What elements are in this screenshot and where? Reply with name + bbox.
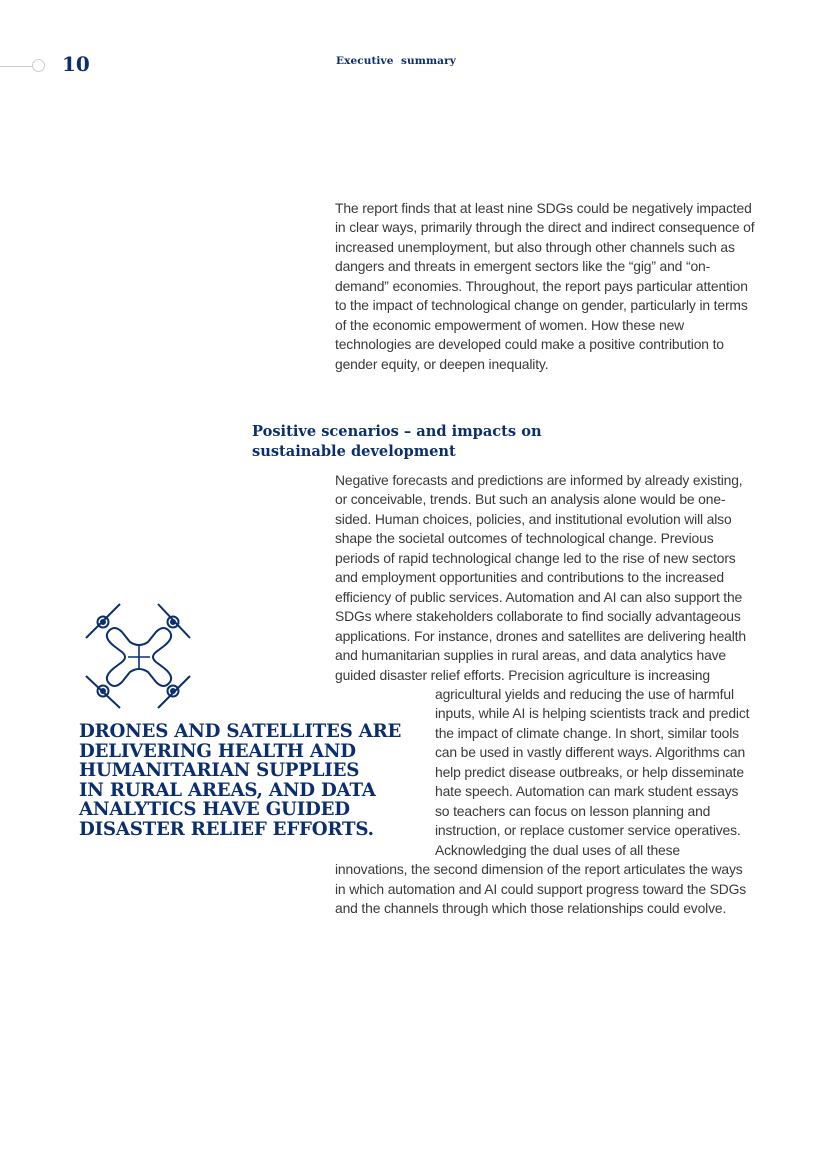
page-number: 10	[62, 52, 90, 76]
drone-icon	[84, 602, 194, 712]
pullquote-line: DRONES AND SATELLITES ARE	[79, 721, 402, 742]
header-circle-marker	[32, 59, 45, 72]
section-heading: Positive scenarios – and impacts on sustainable development	[252, 423, 542, 460]
body-paragraph	[335, 471, 755, 918]
pullquote-line: ANALYTICS HAVE GUIDED	[79, 799, 350, 821]
pullquote	[79, 721, 402, 840]
pullquote-line: DELIVERING HEALTH AND	[79, 740, 356, 762]
body-paragraph-text: Negative forecasts and predictions are informed by already existing, or conceivable, trends. But such an analysis alone would be one-sided. Human choices, policies, and institutional evolution will also shape the societal outcomes of technological change. Previous periods of rapid technological change led to the rise of new sectors and employment opportunities and contributions to the increased efficiency of public services. Automation and AI can also support the SDGs where stakeholders collaborate to find socially advantageous applications. For instance, drones and satellites are delivering health and humanitarian supplies in rural areas, and data analytics have guided disaster relief efforts. Precision agriculture is increasing agricultural yields and reducing the use of harmful inputs, while AI is helping scientists track and predict the impact of climate change. In short, similar tools can be used in vastly different ways. Algorithms can help predict disease outbreaks, or help disseminate hate speech. Automation can mark student essays so teachers can focus on lesson planning and instruction, or replace customer service operatives. Acknowledging the dual uses of all these innovations, the second dimension of the report articulates the ways in which automation and AI could support progress toward the SDGs and the channels through which those relationships could evolve.	[335, 472, 750, 916]
section-title: Executive summary	[336, 55, 456, 67]
pullquote-line: IN RURAL AREAS, AND DATA	[79, 779, 376, 801]
header-rule	[0, 66, 32, 67]
pullquote-line: HUMANITARIAN SUPPLIES	[79, 760, 360, 782]
pullquote-line: DISASTER RELIEF EFFORTS.	[79, 818, 374, 840]
intro-paragraph: The report finds that at least nine SDGs could be negatively impacted in clear ways, primarily through the direct and indirect consequence of increased unemployment, but also through other channels such as dangers and threats in emergent sectors like the “gig” and “on-demand” economies. Throughout, the report pays particular attention to the impact of technological change on gender, particularly in terms of the economic empowerment of women. How these new technologies are developed could make a positive contribution to gender equity, or deepen inequality.	[335, 200, 755, 372]
